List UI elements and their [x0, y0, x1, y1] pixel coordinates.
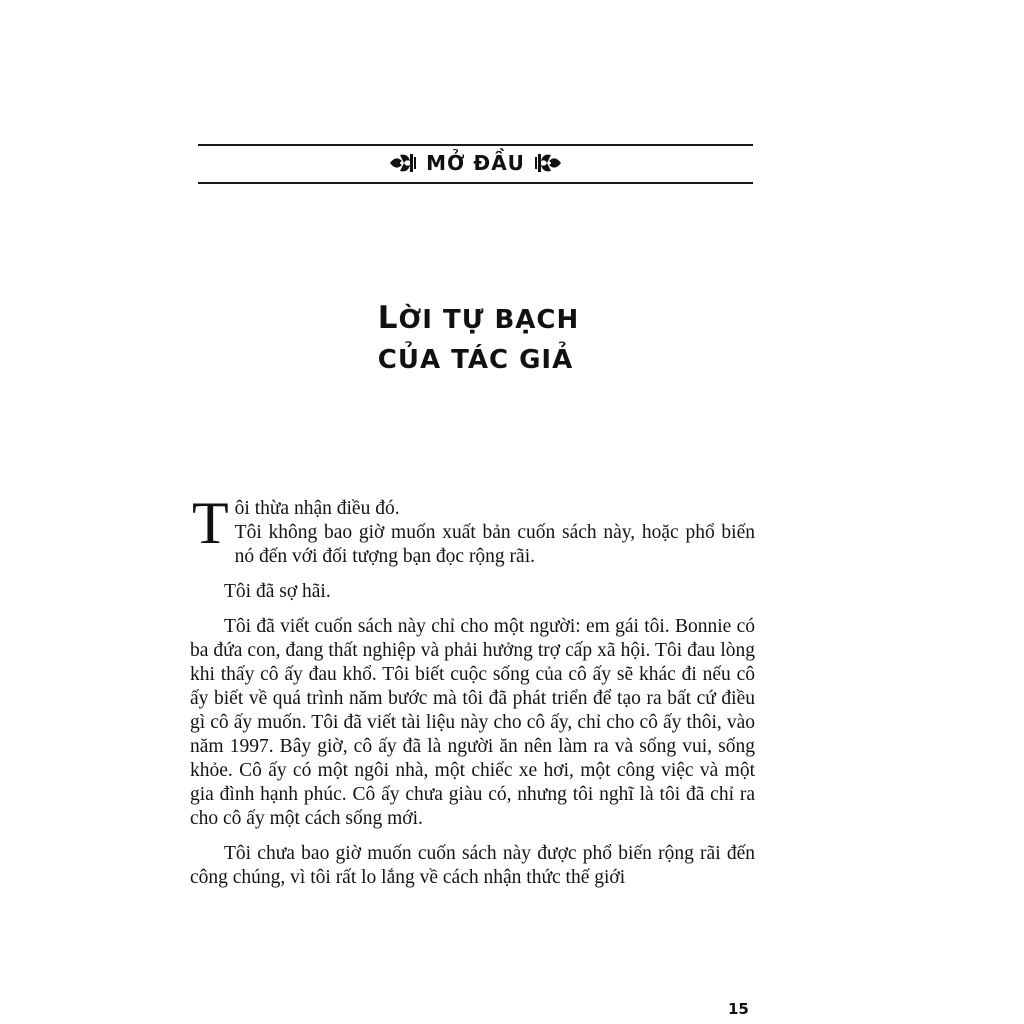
floral-ornament-icon [388, 151, 418, 175]
page-number: 15 [728, 1000, 749, 1018]
chapter-title-line-1-rest: ỜI TỰ BẠCH [398, 305, 580, 335]
paragraph-1 [190, 490, 755, 569]
drop-cap: T [192, 490, 229, 556]
body-text [190, 490, 755, 901]
paragraph-4: Tôi chưa bao giờ muốn cuốn sách này được phổ biến rộng rãi đến công chúng, vì tôi rất lo lắng về cách nhận thức thế giới [190, 843, 755, 888]
chapter-title-line-1 [198, 298, 753, 340]
paragraph-1-text: ôi thừa nhận điều đó. Tôi không bao giờ muốn xuất bản cuốn sách này, hoặc phổ biến nó đến với đối tượng bạn đọc rộng rãi. [234, 498, 755, 567]
header-rule-bottom [198, 182, 753, 184]
floral-ornament-icon [533, 151, 563, 175]
chapter-title-initial: L [377, 300, 399, 336]
section-header [198, 146, 753, 180]
chapter-title [198, 298, 753, 380]
paragraph-3: Tôi đã viết cuốn sách này chỉ cho một người: em gái tôi. Bonnie có ba đứa con, đang thất nghiệp và phải hưởng trợ cấp xã hội. Tôi đau lòng khi thấy cô ấy đau khổ. Tôi biết cuộc sống của cô ấy sẽ khác đi nếu cô ấy biết về quá trình năm bước mà tôi đã phát triển để tạo ra bất cứ điều gì cô ấy muốn. Tôi đã viết tài liệu này cho cô ấy, chỉ cho cô ấy thôi, vào năm 1997. Bây giờ, cô ấy đã là người ăn nên làm ra và sống vui, sống khỏe. Cô ấy có một ngôi nhà, một chiếc xe hơi, một công việc và một gia đình hạnh phúc. Cô ấy chưa giàu có, nhưng tôi nghĩ là tôi đã chỉ ra cho cô ấy một cách sống mới. [190, 616, 755, 829]
chapter-title-line-2: CỦA TÁC GIẢ [377, 345, 574, 375]
section-label: MỞ ĐẦU [426, 151, 525, 175]
paragraph-2: Tôi đã sợ hãi. [224, 581, 331, 602]
